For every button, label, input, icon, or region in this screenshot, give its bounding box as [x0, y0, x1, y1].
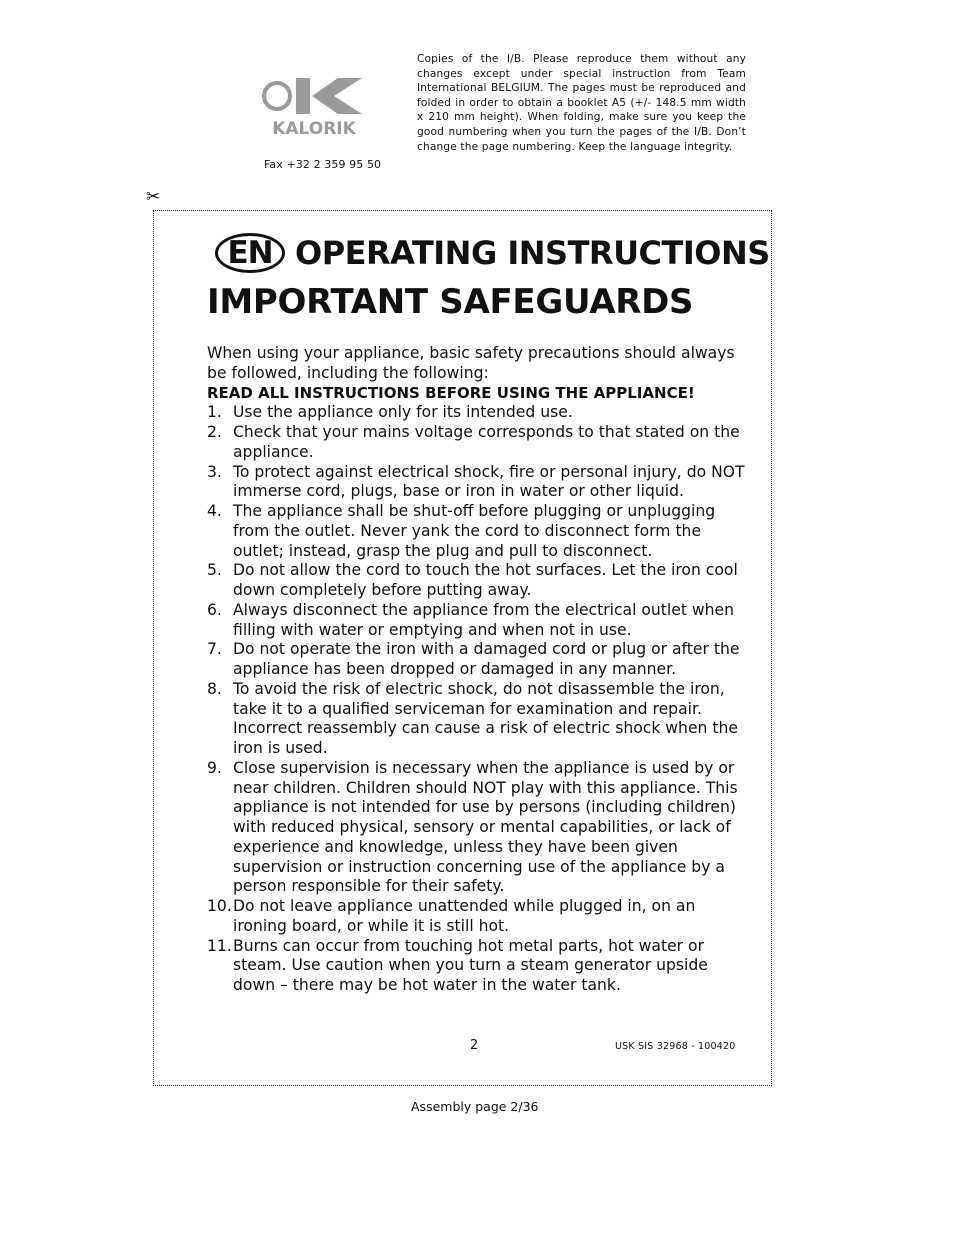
item-text: To avoid the risk of electric shock, do not disassemble the iron, take it to a qualified serviceman for examination and repair. Incorrect reassembly can cause a risk of electric shock when the iron is used. — [233, 679, 738, 757]
list-item — [207, 423, 752, 463]
list-item — [207, 463, 752, 503]
kalorik-logo-mark — [262, 72, 368, 138]
safeguards-list — [207, 403, 752, 996]
page-number: 2 — [470, 1038, 479, 1053]
list-item — [207, 897, 752, 937]
item-number: 1. — [207, 403, 222, 422]
item-number: 5. — [207, 561, 222, 580]
safeguards-content — [207, 344, 752, 996]
item-text: Use the appliance only for its intended use. — [233, 403, 573, 422]
list-item — [207, 759, 752, 897]
page-title: OPERATING INSTRUCTIONS — [295, 234, 770, 272]
reproduction-note: Copies of the I/B. Please reproduce them without any changes except under special instruction from Team International BELGIUM. The pages must be reproduced and folded in order to obtain a booklet A5 (+/- 148.5 mm width x 210 mm height). When folding, make sure you keep the good numbering when you turn the pages of the I/B. Don’t change the page numbering. Keep the language integrity. — [417, 53, 746, 153]
scissors-icon: ✂ — [146, 187, 161, 207]
item-text: Do not allow the cord to touch the hot surfaces. Let the iron cool down completely before putting away. — [233, 561, 738, 599]
item-number: 11. — [207, 936, 232, 955]
item-text: Close supervision is necessary when the appliance is used by or near children. Children should NOT play with this appliance. This appliance is not intended for use by persons (including children) with reduced physical, sensory or mental capabilities, or lack of experience and knowledge, unless they have been given supervision or instruction concerning use of the appliance by a person responsible for their safety. — [233, 758, 738, 896]
item-text: The appliance shall be shut-off before plugging or unplugging from the outlet. Never yank the cord to disconnect form the outlet; instead, grasp the plug and pull to disconnect. — [233, 502, 716, 560]
section-header — [215, 228, 770, 278]
item-number: 4. — [207, 502, 222, 520]
intro-text: When using your appliance, basic safety precautions should always be followed, including the following: — [207, 344, 735, 382]
list-item — [207, 403, 752, 423]
item-number: 2. — [207, 423, 222, 441]
list-item — [207, 561, 752, 601]
list-item — [207, 502, 752, 561]
item-number: 3. — [207, 462, 222, 481]
list-item — [207, 680, 752, 759]
item-number: 6. — [207, 600, 222, 619]
item-text: Burns can occur from touching hot metal parts, hot water or steam. Use caution when you turn a steam generator upside down – there may be hot water in the water tank. — [233, 936, 708, 994]
list-item — [207, 937, 752, 996]
document-code: USK SIS 32968 - 100420 — [615, 1041, 736, 1052]
item-text: Do not operate the iron with a damaged cord or plug or after the appliance has been dropped or damaged in any manner. — [233, 640, 740, 678]
kalorik-logo — [262, 72, 368, 138]
read-all-warning: READ ALL INSTRUCTIONS BEFORE USING THE APPLIANCE! — [207, 383, 695, 402]
item-text: Check that your mains voltage corresponds to that stated on the appliance. — [233, 423, 740, 461]
list-item — [207, 601, 752, 641]
item-text: Always disconnect the appliance from the electrical outlet when filling with water or emptying and when not in use. — [233, 600, 735, 639]
section-subtitle: IMPORTANT SAFEGUARDS — [207, 282, 694, 322]
item-number: 9. — [207, 758, 222, 777]
item-number: 7. — [207, 640, 222, 659]
language-badge: EN — [215, 233, 285, 273]
item-number: 8. — [207, 679, 222, 698]
fax-number: Fax +32 2 359 95 50 — [264, 158, 382, 171]
item-text: To protect against electrical shock, fire or personal injury, do NOT immerse cord, plugs, base or iron in water or other liquid. — [233, 462, 745, 501]
brand-name: KALORIK — [272, 119, 356, 138]
item-number: 10. — [207, 897, 232, 915]
item-text: Do not leave appliance unattended while plugged in, on an ironing board, or while it is still hot. — [233, 897, 696, 935]
assembly-page-label: Assembly page 2/36 — [411, 1099, 539, 1114]
list-item — [207, 640, 752, 680]
